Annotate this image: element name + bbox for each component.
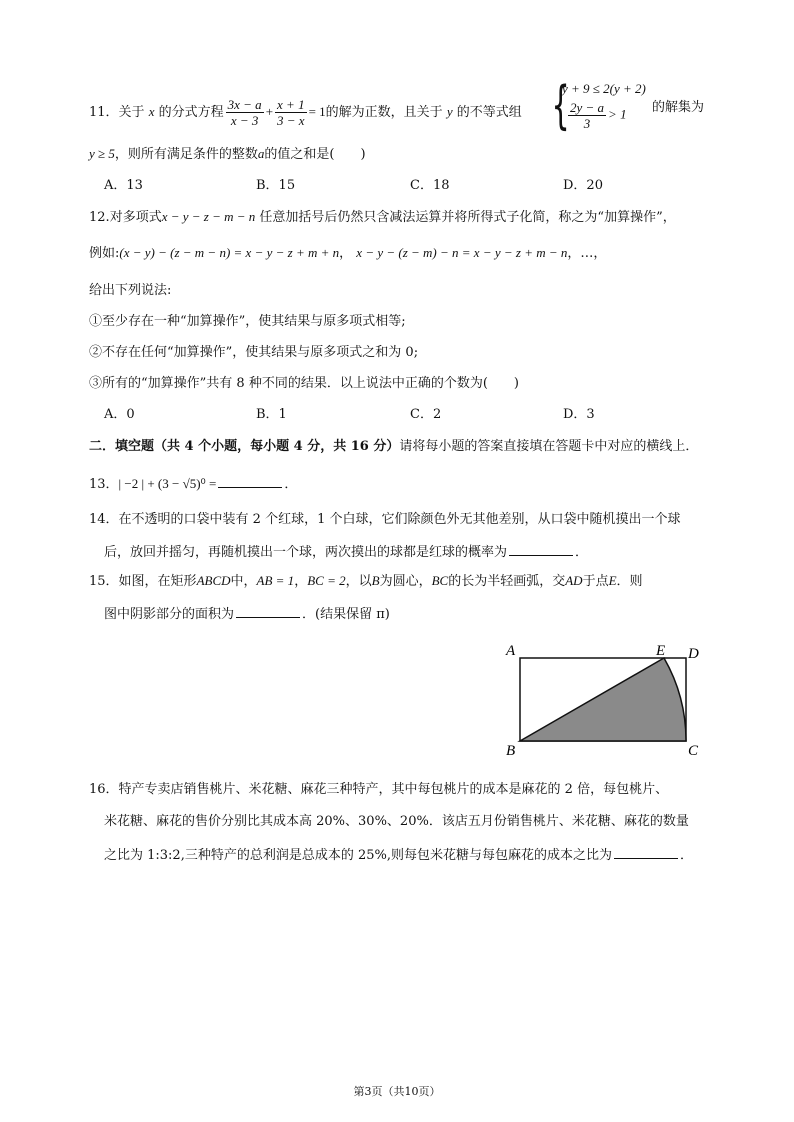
- shaded-sector: [520, 658, 686, 741]
- q12-statement-2: ②不存在任何“加算操作”，使其结果与原多项式之和为 0;: [89, 345, 419, 360]
- q11-inequality-1: y + 9 ≤ 2(y + 2): [562, 81, 646, 96]
- q12-given: 给出下列说法:: [89, 283, 172, 298]
- q16-number: 16．: [89, 782, 119, 797]
- q16-line1: 16．特产专卖店销售桃片、米花糖、麻花三种特产，其中每包桃片的成本是麻花的 2 倍，每包桃片、: [89, 782, 669, 797]
- q13-expression: | −2 | + (3 − √5)⁰ =: [118, 476, 217, 491]
- q15-answer-blank: [236, 604, 300, 618]
- q13: 13．| −2 | + (3 − √5)⁰ = ．: [89, 476, 298, 492]
- q11-option-d: D．20: [563, 178, 603, 193]
- label-c: C: [688, 743, 699, 759]
- section-2-title: 二．填空题（共 4 个小题，每小题 4 分，共 16 分）: [89, 439, 400, 454]
- q12-line1: 12.对多项式x − y − z − m − n 任意加括号后仍然只含减法运算并将所得式子化简，称之为“加算操作”，: [89, 209, 676, 225]
- q11-option-c: C．18: [410, 178, 450, 193]
- q11-options: [104, 177, 664, 195]
- q15-rectangle-figure: [500, 638, 710, 763]
- q15-number: 15．: [89, 574, 119, 589]
- q14-line1: 14．在不透明的口袋中装有 2 个红球，1 个白球，它们除颜色外无其他差别，从口袋中随机摸出一个球: [89, 512, 681, 527]
- label-b: B: [506, 743, 516, 759]
- q11-inequality-2: $\frac{2y - a}{3}$ > 1: [570, 100, 627, 131]
- q11-fraction-1: $\frac{3x - a}{x - 3}$: [227, 97, 262, 128]
- q11-line1: 11．关于 x 的分式方程 $\frac{3x - a}{x - 3}$ + $\frac{x + 1}{3 - x}$ = 1的解为正数，且关于 y 的不等式组: [89, 97, 522, 128]
- q11-system-brace: {: [551, 76, 570, 136]
- q12-option-c: C．2: [410, 407, 442, 422]
- label-e: E: [656, 643, 666, 659]
- q14-line2: 后，放回并摇匀，再随机摸出一个球，两次摸出的球都是红球的概率为 ．: [104, 542, 588, 562]
- section-2-instruction: 请将每小题的答案直接填在答题卡中对应的横线上．: [399, 439, 699, 454]
- q14-number: 14．: [89, 512, 119, 527]
- q16-line3: 之比为 1:3:2,三种特产的总利润是总成本的 25%,则每包米花糖与每包麻花的成本之比为 ．: [104, 845, 693, 865]
- q12-option-a: A．0: [104, 407, 135, 422]
- section-2-heading: [89, 438, 698, 456]
- q15-line2: 图中阴影部分的面积为 ．(结果保留 π): [104, 604, 390, 624]
- q16-line2: 米花糖、麻花的售价分别比其成本高 20%、30%、20%．该店五月份销售桃片、米花糖、麻花的数量: [104, 814, 689, 829]
- q11-option-a: A．13: [104, 178, 143, 193]
- q12-option-b: B．1: [256, 407, 287, 422]
- label-a: A: [506, 643, 516, 659]
- q12-examples: 例如:(x − y) − (z − m − n) = x − y − z + m + n， x − y − (z − m) − n = x − y − z + m − n，…，: [89, 245, 607, 261]
- page-footer: 第3页（共10页）: [353, 1085, 441, 1098]
- q12-option-d: D．3: [563, 407, 595, 422]
- q12-number: 12.: [89, 210, 110, 225]
- q11-fraction-2: $\frac{x + 1}{3 - x}$: [277, 97, 305, 128]
- q11-line2: y ≥ 5，则所有满足条件的整数a的值之和是( ): [89, 146, 366, 162]
- q12-options: [104, 406, 664, 424]
- label-d: D: [688, 646, 699, 662]
- q12-statement-1: ①至少存在一种“加算操作”，使其结果与原多项式相等;: [89, 314, 406, 329]
- q14-answer-blank: [509, 542, 573, 556]
- q16-answer-blank: [614, 845, 678, 859]
- q11-option-b: B．15: [256, 178, 296, 193]
- q13-answer-blank: [218, 474, 282, 488]
- q11-number: 11．: [89, 105, 119, 120]
- q15-line1: 15．如图，在矩形ABCD中，AB = 1，BC = 2，以B为圆心，BC的长为半轻画弧，交AD于点E．则: [89, 573, 643, 589]
- q11-line1-tail: 的解集为: [652, 100, 705, 115]
- q12-statement-3: ③所有的“加算操作”共有 8 种不同的结果．以上说法中正确的个数为( ): [89, 376, 519, 391]
- q13-number: 13．: [89, 477, 119, 492]
